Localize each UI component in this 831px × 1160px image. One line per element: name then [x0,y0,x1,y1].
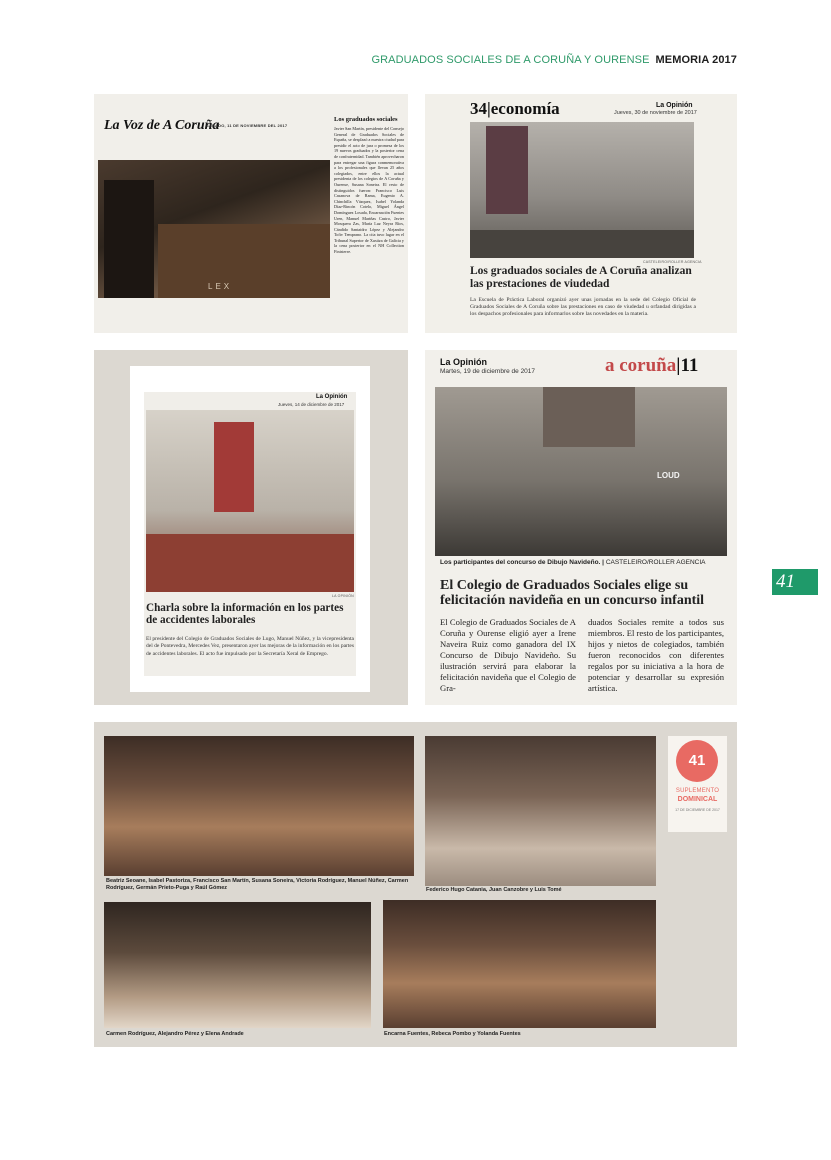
clip2-page: 34 [470,99,487,118]
clip1-photo [98,160,330,298]
suplemento-label: SUPLEMENTO [675,788,720,794]
clip2-date: Jueves, 30 de noviembre de 2017 [614,110,697,116]
social-caption-1: Beatriz Seoane, Isabel Pastoriza, Francisco San Martín, Susana Soneira, Victoria Rodríguez, Manuel Núñez, Carmen Rodríguez, Germán Prieto-Puga y Raúl Gómez [106,878,409,891]
social-photo-table [425,736,656,886]
clip2-credit: CASTELEIRO/ROLLER AGENCIA [643,260,702,264]
social-photo-trio-2 [383,900,656,1028]
clip4-caption: Los participantes del concurso de Dibujo Navideño. | CASTELEIRO/ROLLER AGENCIA [440,559,706,566]
suplemento-badge [668,736,727,832]
clip3-photo [146,410,354,592]
clip4-photo [435,387,727,556]
clip2-lead: La Escuela de Práctica Laboral organizó ayer unas jornadas en la sede del Colegio Oficial de Graduados Sociales de A Coruña sobre las prestaciones en caso de viudedad u orfandad dirigidas a los despachos profesionales para informarlos sobre las novedades en la materia. [470,297,696,318]
clip3-date: Jueves, 14 de diciembre de 2017 [278,402,345,407]
clip-a-coruna [425,350,737,705]
header-org: GRADUADOS SOCIALES DE A CORUÑA Y OURENSE [371,54,650,66]
suplemento-number: 41 [676,740,718,782]
clip1-col-body: Javier San Martín, presidente del Consejo General de Graduados Sociales de España, se desplazó a nuestra ciudad para presidir el acto de jura o promesa de los 19 nuevos graduados y la posterior cena de confraternidad. También aprovecharon para entregar una figura conmemorativa a los profesionales que llevan 25 años colegiados, entre ellos la actual presidenta de los colegios de A Coruña y Ourense, Susana Soneira. El resto de distinguidos fueron: Francisco Luis Casanova de Rama, Eugenio A. Chinchilla Vázquez, Isabel Yolanda Díaz-Rincón Cotelo, Miguel Ángel Domínguez Losada, Encarnación Fuentes Uren, Manuel Mariñas Castro, Javier Mosquera Zas, María Luz Neyra Ríos, Cándido Santaidro López y Alejandro Tofiv Temprano. La cita tuvo lugar en el Tribunal Superior de Xustiza de Galicia y la cena posterior en el NH Collection Finisterre. [334,126,404,255]
clip2-headline: Los graduados sociales de A Coruña analizan las prestaciones de viudedad [470,265,692,290]
clip2-section: 34|economía [470,99,560,118]
clip-charla [94,350,408,705]
social-caption-2: Federico Hugo Catania, Juan Canzobre y Luis Tomé [426,887,562,893]
clip4-pub: La Opinión [440,357,487,367]
clip4-section: a coruña|11 [605,355,699,376]
clip4-headline: El Colegio de Graduados Sociales elige su felicitación navideña en un concurso infantil [440,578,705,609]
clip2-pub: La Opinión [656,102,693,109]
social-photo-group [104,736,414,876]
clip3-pub: La Opinión [316,394,348,400]
photo-bench [158,224,330,298]
clip4-date: Martes, 19 de diciembre de 2017 [440,368,536,375]
clip4-page: 11 [680,355,699,376]
clip3-lead: El presidente del Colegio de Graduados Sociales de Lugo, Manuel Núñez, y la vicepresidenta del de Pontevedra, Mercedes Vez, presentaron ayer las mejoras de la información en los partes de accidentes laborales. El acto fue impulsado por la Secretaría Xeral de Emprego. [146,636,354,657]
clip-la-voz [94,94,408,333]
photo-table [146,534,354,592]
photo-lectern [104,180,154,298]
photo-tapestry [214,422,254,512]
suplemento-date: 17 DE DICIEMBRE DE 2017 [675,808,720,812]
photo-table [470,230,694,258]
clip3-credit: LA OPINIÓN [332,594,354,598]
header-memoria: MEMORIA 2017 [655,54,737,66]
photo-wall-text: LEX [208,282,233,291]
clip4-col1: El Colegio de Graduados Sociales de A Coruña y Ourense eligió ayer a Irene Naveira Ruiz como ganadora del IX Concurso de Dibujo Navideño. Su ilustración servirá para elaborar la felicitación navideña que el Colegio de Gra- [440,617,576,693]
page-number-tab: 41 [772,569,818,595]
clip3-headline: Charla sobre la información en los partes de accidentes laborales [146,602,344,627]
clip1-col-title: Los graduados sociales [334,116,398,123]
clip-economia [425,94,737,333]
social-photo-trio-1 [104,902,371,1028]
clip4-col2: duados Sociales remite a todos sus miembros. El resto de los participantes, hijos y nietos de colegiados, también fueron reconocidos con diferentes regalos por su iniciativa a la hora de potenciar y desarrollar su expresión artística. [588,617,724,693]
clip1-date: SÁBADO, 11 DE NOVIEMBRE DEL 2017 [206,123,288,128]
social-caption-3: Carmen Rodríguez, Alejandro Pérez y Elena Andrade [106,1031,244,1037]
page-header [371,54,737,66]
photo-tapestry [486,126,528,214]
clip-social [94,722,737,1047]
clip1-masthead: La Voz de A Coruña [104,118,220,133]
social-caption-4: Encarna Fuentes, Rebeca Pombo y Yolanda Fuentes [384,1031,521,1037]
clip2-photo [470,122,694,258]
photo-shirt-text: LOUD [657,471,680,480]
photo-tapestry [543,387,635,447]
dominical-label: DOMINICAL [677,796,718,803]
